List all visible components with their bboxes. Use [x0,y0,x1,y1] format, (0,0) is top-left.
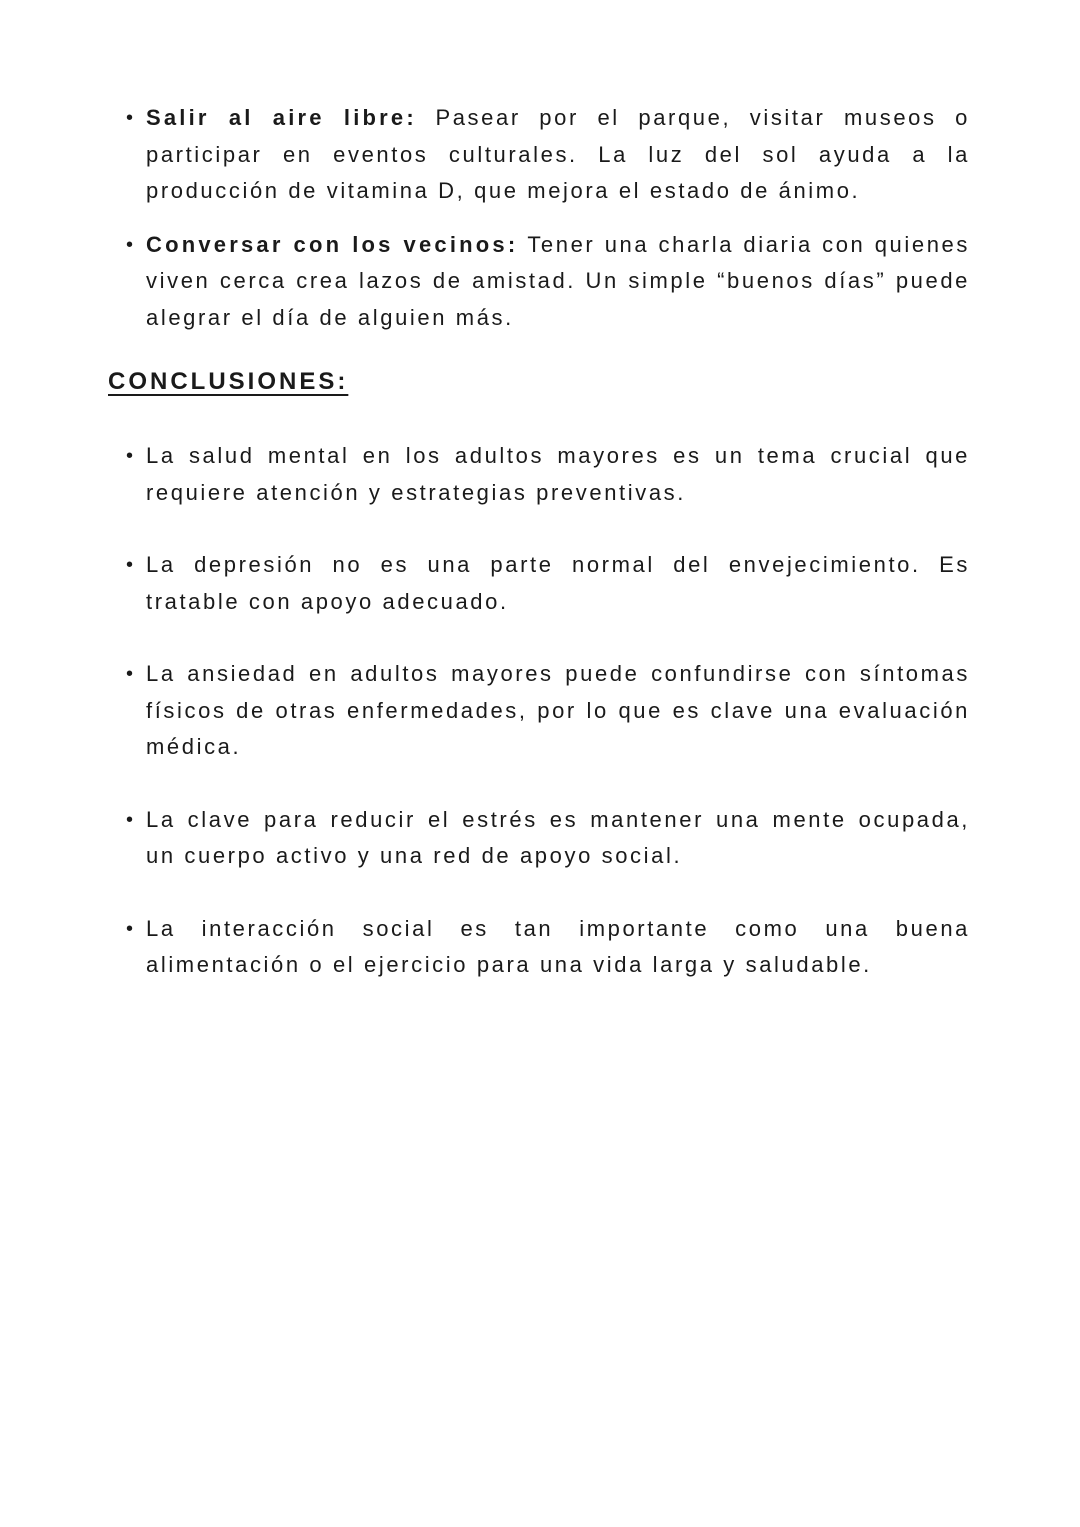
conclusion-text: La depresión no es una parte normal del envejecimiento. Es tratable con apoyo adecuado. [146,552,970,614]
tip-lead: Conversar con los vecinos: [146,231,519,257]
tip-item-outdoors [108,100,970,210]
conclusion-text: La clave para reducir el estrés es mantener una mente ocupada, un cuerpo activo y una red de apoyo social. [146,806,970,868]
conclusion-item [108,547,970,620]
bullet-icon: • [126,808,134,831]
bullet-icon: • [126,663,134,685]
conclusion-item [108,911,970,984]
conclusion-item [108,438,970,511]
conclusion-text: La interacción social es tan importante como una buena alimentación o el ejercicio para una vida larga y saludable. [146,915,970,977]
tips-list [108,100,970,336]
conclusions-list [108,438,970,984]
conclusion-text: La ansiedad en adultos mayores puede confundirse con síntomas físicos de otras enfermedades, por lo que es clave una evaluación médica. [146,661,970,759]
conclusion-item [108,656,970,766]
tip-item-neighbors [108,227,970,337]
conclusion-text: La salud mental en los adultos mayores es un tema crucial que requiere atención y estrategias preventivas. [146,443,970,505]
bullet-icon: • [126,107,134,129]
bullet-icon: • [126,917,134,940]
bullet-icon: • [126,233,134,256]
tip-text: Tener una charla diaria con quienes viven cerca crea lazos de amistad. Un simple “buenos días” puede alegrar el día de alguien más. [146,231,970,330]
tip-text: Pasear por el parque, visitar museos o participar en eventos culturales. La luz del sol ayuda a la producción de vitamina D, que mejora el estado de ánimo. [146,105,970,203]
bullet-icon: • [126,445,134,467]
conclusions-heading: CONCLUSIONES: [108,368,349,395]
tip-lead: Salir al aire libre: [146,105,417,130]
document-page [108,100,970,1020]
bullet-icon: • [126,554,134,576]
conclusion-item [108,802,970,875]
